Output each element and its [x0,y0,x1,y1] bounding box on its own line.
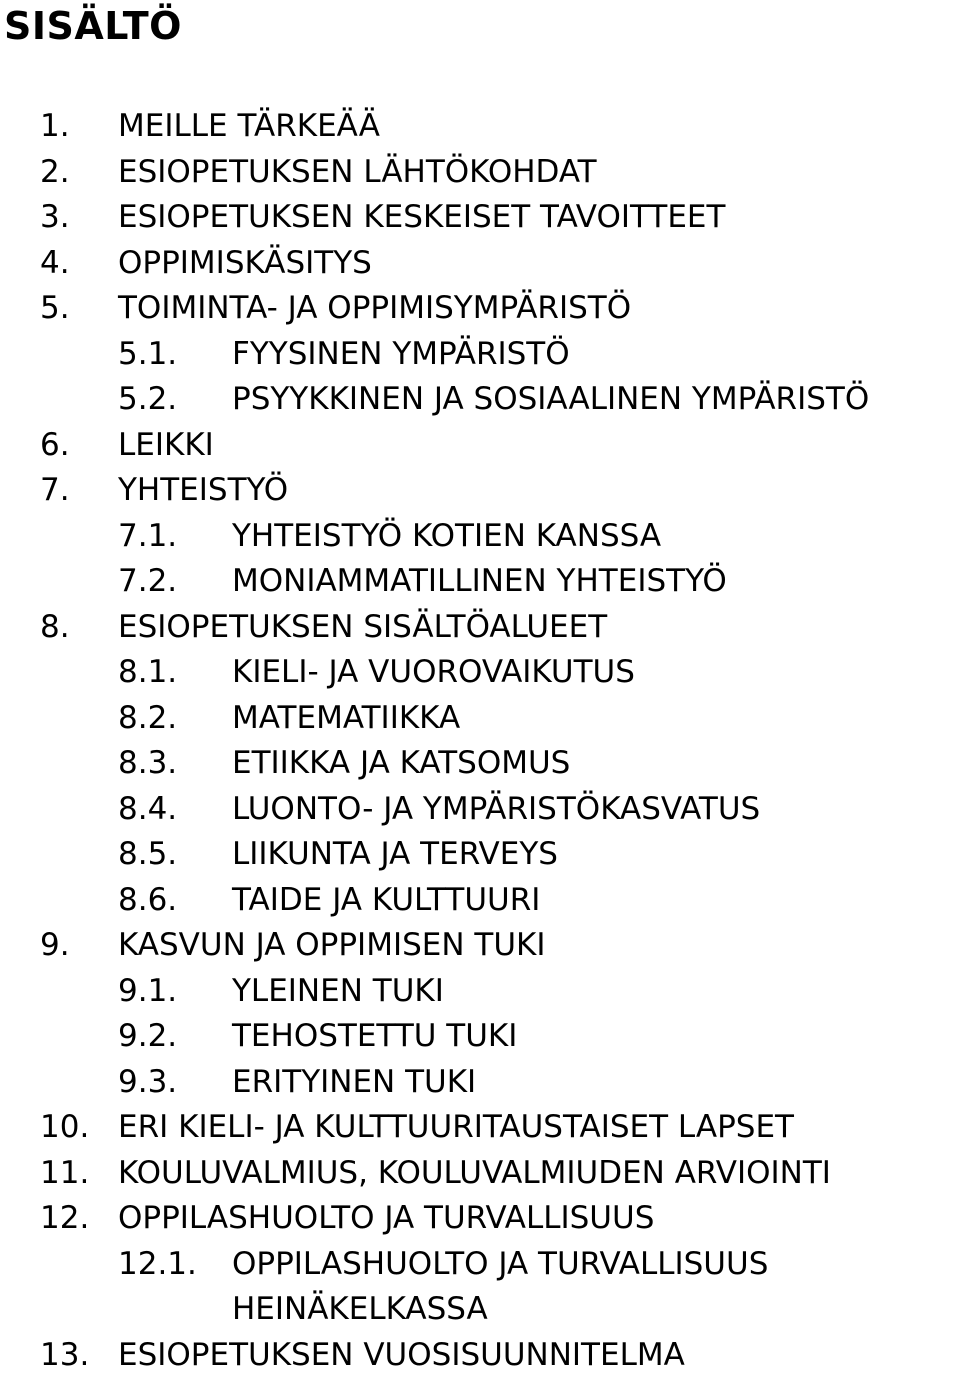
toc-entry-label: ESIOPETUKSEN VUOSISUUNNITELMA [118,1336,685,1373]
toc-entry-number: 4. [40,244,70,281]
toc-entry-number: 7. [40,472,70,508]
toc-entry-label: KOULUVALMIUS, KOULUVALMIUDEN ARVIOINTI [118,1154,831,1191]
toc-entry-number: 8.4. [118,790,178,827]
toc-entry [0,195,960,241]
toc-entry-label: OPPILASHUOLTO JA TURVALLISUUS HEINÄKELKASSA [232,1245,769,1327]
toc-entry-number: 12.1. [118,1245,197,1282]
toc-entry-number: 3. [40,199,70,235]
toc-entry-label: ESIOPETUKSEN KESKEISET TAVOITTEET [118,199,726,235]
toc-entry-label: OPPIMISKÄSITYS [118,244,372,281]
toc-entry-number: 9.2. [118,1018,178,1054]
toc-entry [0,286,960,332]
toc-entry-number: 12. [40,1200,90,1236]
toc-entry-label: OPPILASHUOLTO JA TURVALLISUUS [118,1200,655,1236]
toc-entry [0,150,960,196]
toc-entry-label: ESIOPETUKSEN SISÄLTÖALUEET [118,608,608,645]
toc-entry [0,241,960,287]
toc-entry-number: 13. [40,1336,90,1373]
toc-entry-label: YHTEISTYÖ [118,472,289,508]
toc-entry-number: 8. [40,608,70,645]
toc-entry [0,605,960,651]
toc-entry-number: 5.2. [118,381,178,417]
toc-entry [0,1151,960,1197]
toc-entry-number: 2. [40,153,70,190]
toc-entry [0,832,960,878]
toc-entry-number: 7.2. [118,563,178,599]
toc-entry-number: 6. [40,426,70,463]
toc-entry-label: LUONTO- JA YMPÄRISTÖKASVATUS [232,790,761,827]
toc-entry [0,969,960,1015]
toc-entry [0,377,960,423]
toc-entry-number: 9.1. [118,972,178,1009]
toc-entry [0,514,960,560]
toc-entry [0,1105,960,1151]
toc-entry [0,559,960,605]
toc-entry [0,923,960,969]
toc-entry-number: 8.5. [118,836,178,872]
toc-entry-number: 8.6. [118,881,178,918]
toc-entry [0,1242,960,1333]
toc-entry-label: TAIDE JA KULTTUURI [232,881,541,918]
toc-entry-number: 5. [40,290,70,326]
toc-entry-label: TOIMINTA- JA OPPIMISYMPÄRISTÖ [118,290,632,326]
toc-entry-label: YHTEISTYÖ KOTIEN KANSSA [232,517,662,554]
toc-entry-number: 10. [40,1109,90,1145]
toc-entry [0,1060,960,1106]
toc-entry-label: ERI KIELI- JA KULTTUURITAUSTAISET LAPSET [118,1109,794,1145]
toc-entry-label: KIELI- JA VUOROVAIKUTUS [232,654,635,690]
toc-entry [0,696,960,742]
table-of-contents [0,104,960,1378]
toc-entry-label: ERITYINEN TUKI [232,1063,477,1100]
toc-entry [0,423,960,469]
toc-entry [0,1014,960,1060]
toc-entry-number: 5.1. [118,335,178,372]
toc-entry-label: YLEINEN TUKI [232,972,444,1009]
toc-entry-label: MEILLE TÄRKEÄÄ [118,108,380,144]
toc-entry [0,104,960,150]
toc-entry-number: 8.1. [118,654,178,690]
toc-entry-label: KASVUN JA OPPIMISEN TUKI [118,927,546,963]
toc-entry-number: 8.2. [118,699,178,736]
toc-entry-label: TEHOSTETTU TUKI [232,1018,518,1054]
toc-entry-label: MONIAMMATILLINEN YHTEISTYÖ [232,563,727,599]
toc-entry [0,741,960,787]
toc-entry-label: ESIOPETUKSEN LÄHTÖKOHDAT [118,153,597,190]
toc-entry-label: LIIKUNTA JA TERVEYS [232,836,558,872]
toc-entry [0,1333,960,1379]
toc-entry [0,878,960,924]
toc-entry [0,650,960,696]
toc-entry [0,787,960,833]
toc-entry-label: ETIIKKA JA KATSOMUS [232,745,571,781]
toc-entry [0,332,960,378]
toc-entry-label: PSYYKKINEN JA SOSIAALINEN YMPÄRISTÖ [232,381,870,417]
toc-entry-label: LEIKKI [118,426,214,463]
toc-entry-number: 1. [40,108,70,144]
toc-entry-number: 7.1. [118,517,178,554]
toc-entry-number: 9. [40,927,70,963]
toc-entry-number: 9.3. [118,1063,178,1100]
toc-entry-number: 8.3. [118,745,178,781]
toc-entry [0,1196,960,1242]
page-title: SISÄLTÖ [4,4,182,48]
toc-entry-number: 11. [40,1154,90,1191]
toc-entry-label: MATEMATIIKKA [232,699,461,736]
toc-entry-label: FYYSINEN YMPÄRISTÖ [232,335,570,372]
toc-entry [0,468,960,514]
